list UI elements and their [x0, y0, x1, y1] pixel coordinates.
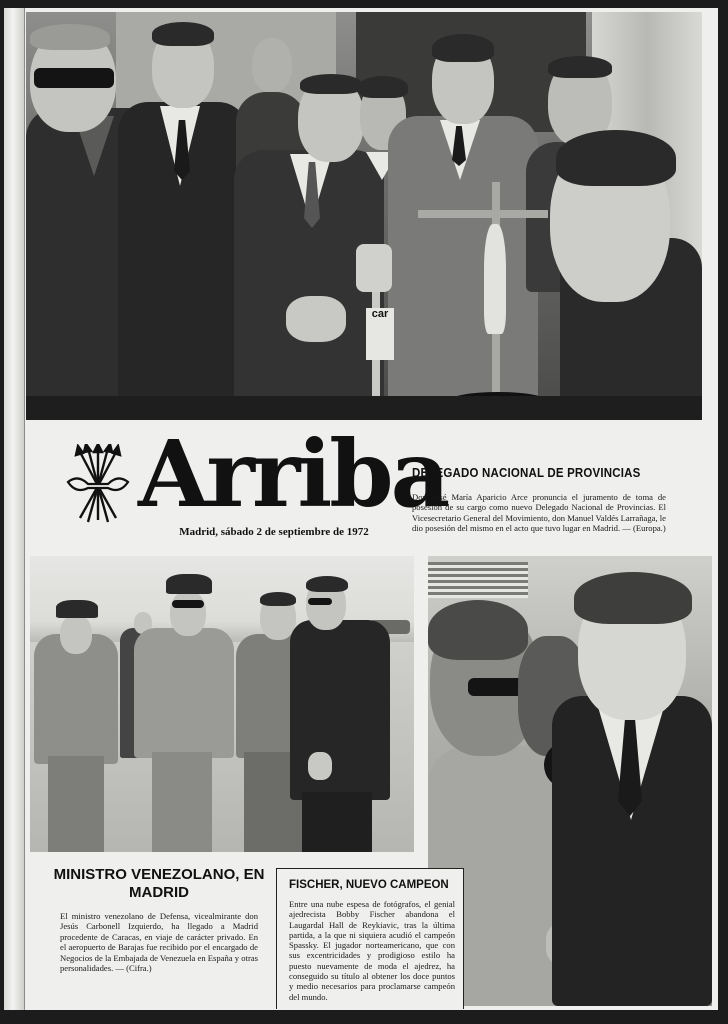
newspaper-title: Arriba — [138, 420, 448, 528]
microphone-flag: car — [366, 308, 394, 360]
table-edge — [26, 396, 702, 420]
photo-oath-ceremony — [26, 12, 702, 420]
page-binding — [4, 8, 25, 1010]
caption-delegado: Don José María Aparicio Arce pronuncia el juramento de toma de posesión de su cargo como nuevo Delegado Nacional de Provincias. El Vicesecretario General del Movimiento, don Manuel Valdés Larrañaga, le dio posesión del mismo en el acto que tuvo lugar en Madrid. — (Europa.) — [412, 492, 666, 534]
fischer-caption-box — [276, 868, 464, 1009]
caption-ministro: El ministro venezolano de Defensa, vicealmirante don Jesús Carbonell Izquierdo, ha llegado a Madrid procedente de Caracas, en viaje de carácter privado. En el aeropuerto de Barajas fue recibido por el encargado de Negocios de la Embajada de Venezuela en España y otras personalidades. — (Cifra.) — [60, 911, 258, 974]
yoke-and-arrows-emblem — [66, 444, 130, 524]
photo-fischer — [428, 556, 712, 1006]
microphone — [356, 244, 392, 292]
caption-fischer: Entre una nube espesa de fotógrafos, el genial ajedrecista Bobby Fischer abandona el Laugardal Hall de Reykiavic, tras la última partida, a la que ni siquiera acudió el campeón Spassky. El jugador norteamericano, que con sus excentricidades y prodigioso estilo ha puesto nuevamente de moda el ajedrez, ha conseguido su título al obtener los doce puntos y medio necesarios para proclamarse campeón del mundo. — [289, 899, 455, 1002]
photo-airport-arrival — [30, 556, 414, 852]
masthead — [26, 422, 702, 554]
newspaper-page — [4, 8, 718, 1010]
dateline: Madrid, sábado 2 de septiembre de 1972 — [179, 526, 369, 538]
headline-delegado: DELEGADO NACIONAL DE PROVINCIAS — [412, 466, 641, 480]
headline-ministro: MINISTRO VENEZOLANO, EN MADRID — [53, 866, 265, 901]
window-blinds — [428, 562, 528, 598]
headline-fischer: FISCHER, NUEVO CAMPEON — [289, 879, 449, 891]
